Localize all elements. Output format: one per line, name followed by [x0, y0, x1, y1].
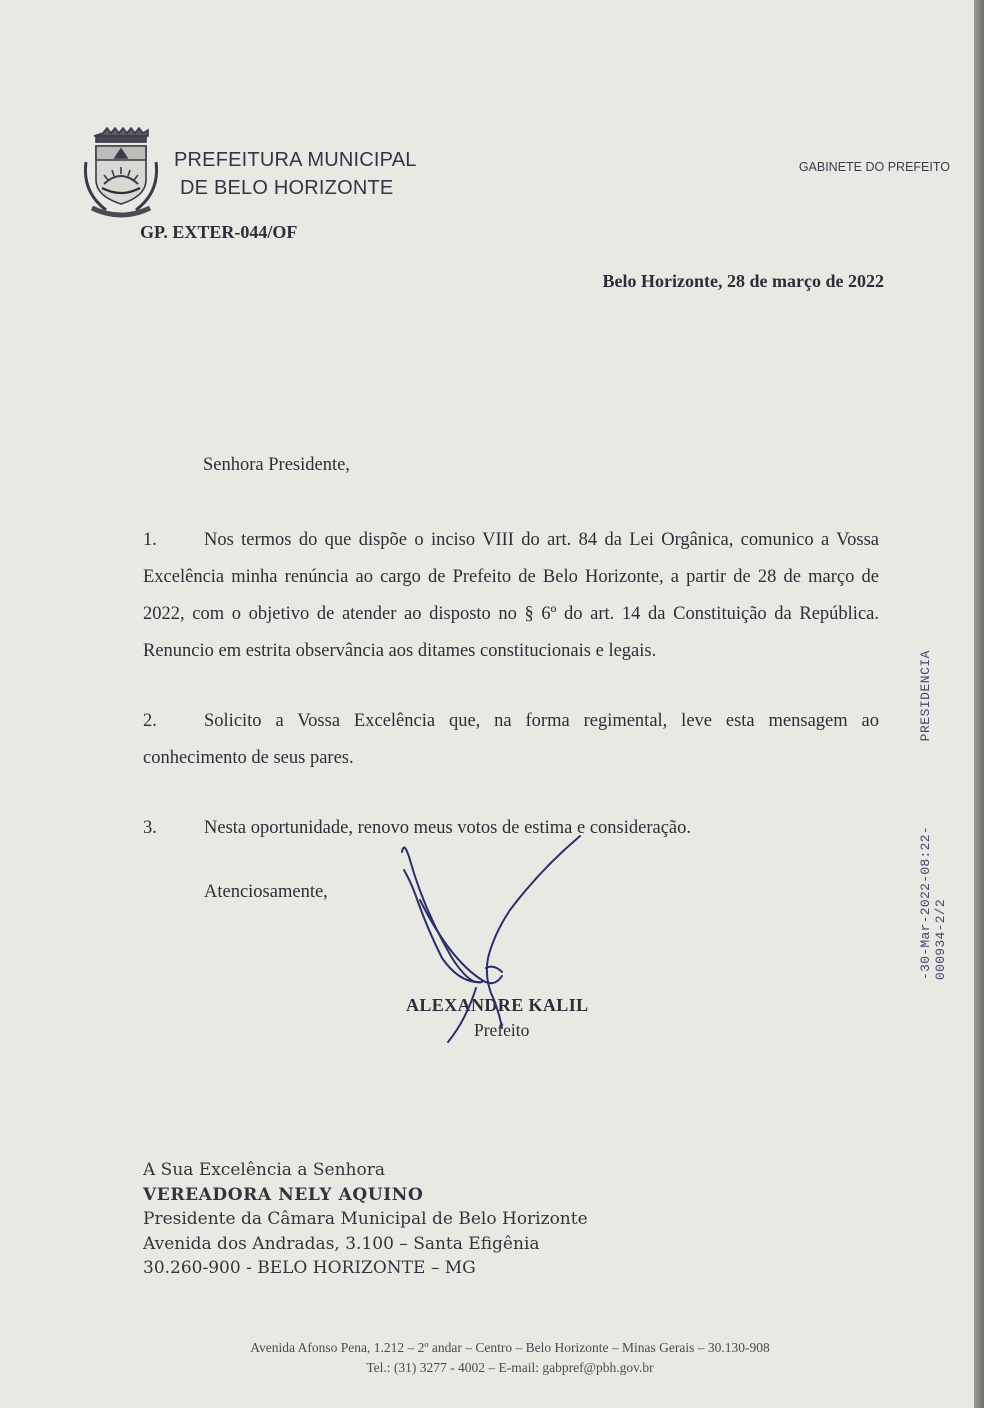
signer-title: Prefeito: [474, 1020, 530, 1040]
department-label: GABINETE DO PREFEITO: [798, 160, 950, 174]
paragraph-text: Nos termos do que dispõe o inciso VIII do art. 84 da Lei Orgânica, comunico a Vossa Excelência minha renúncia ao cargo de Prefeito de Belo Horizonte, a partir de 28 de março de 2022, com o objetivo de atender ao disposto no § 6º do art. 14 da Constituição da República. Renuncio em estrita observância aos ditames constitucionais e legais.: [143, 530, 879, 661]
signer-name: ALEXANDRE KALIL: [406, 995, 589, 1015]
recipient-line-1: A Sua Excelência a Senhora: [143, 1160, 385, 1180]
footer-address: Avenida Afonso Pena, 1.212 – 2º andar – Centro – Belo Horizonte – Minas Gerais – 30.130-908: [250, 1340, 770, 1355]
paragraph-number: 2.: [143, 711, 157, 731]
paragraph-text: Nesta oportunidade, renovo meus votos de estima e consideração.: [204, 818, 692, 838]
document-date: Belo Horizonte, 28 de março de 2022: [602, 271, 884, 291]
recipient-block: [143, 1158, 588, 1281]
recipient-position: Presidente da Câmara Municipal de Belo Horizonte: [143, 1209, 588, 1229]
organization-line-2: DE BELO HORIZONTE: [180, 177, 394, 199]
organization-name: [174, 146, 417, 202]
handwritten-signature: [390, 830, 610, 1050]
organization-line-1: PREFEITURA MUNICIPAL: [174, 149, 417, 171]
recipient-address: Avenida dos Andradas, 3.100 – Santa Efigênia: [143, 1233, 540, 1254]
paragraph-2: [143, 703, 879, 777]
paragraph-number: 3.: [143, 818, 157, 838]
recipient-name: VEREADORA NELY AQUINO: [143, 1184, 424, 1205]
page-edge-shadow: [974, 0, 984, 1408]
paragraph-number: 1.: [143, 530, 157, 550]
letterhead-footer: [180, 1338, 840, 1378]
recipient-city: 30.260-900 - BELO HORIZONTE – MG: [143, 1258, 476, 1278]
stamp-department: PRESIDENCIA: [918, 650, 933, 742]
paragraph-text: Solicito a Vossa Excelência que, na forma regimental, leve esta mensagem ao conhecimento de seus pares.: [143, 711, 879, 768]
closing: Atenciosamente,: [204, 882, 328, 902]
reception-stamp: [918, 650, 948, 980]
document-reference: GP. EXTER-044/OF: [140, 222, 298, 242]
salutation: Senhora Presidente,: [203, 455, 350, 475]
city-coat-of-arms-icon: [82, 122, 160, 222]
stamp-timestamp: -30-Mar-2022-08:22-000934-2/2: [918, 826, 948, 980]
footer-contact: Tel.: (31) 3277 - 4002 – E-mail: gabpref@pbh.gov.br: [366, 1360, 654, 1375]
paragraph-1: [143, 522, 879, 670]
